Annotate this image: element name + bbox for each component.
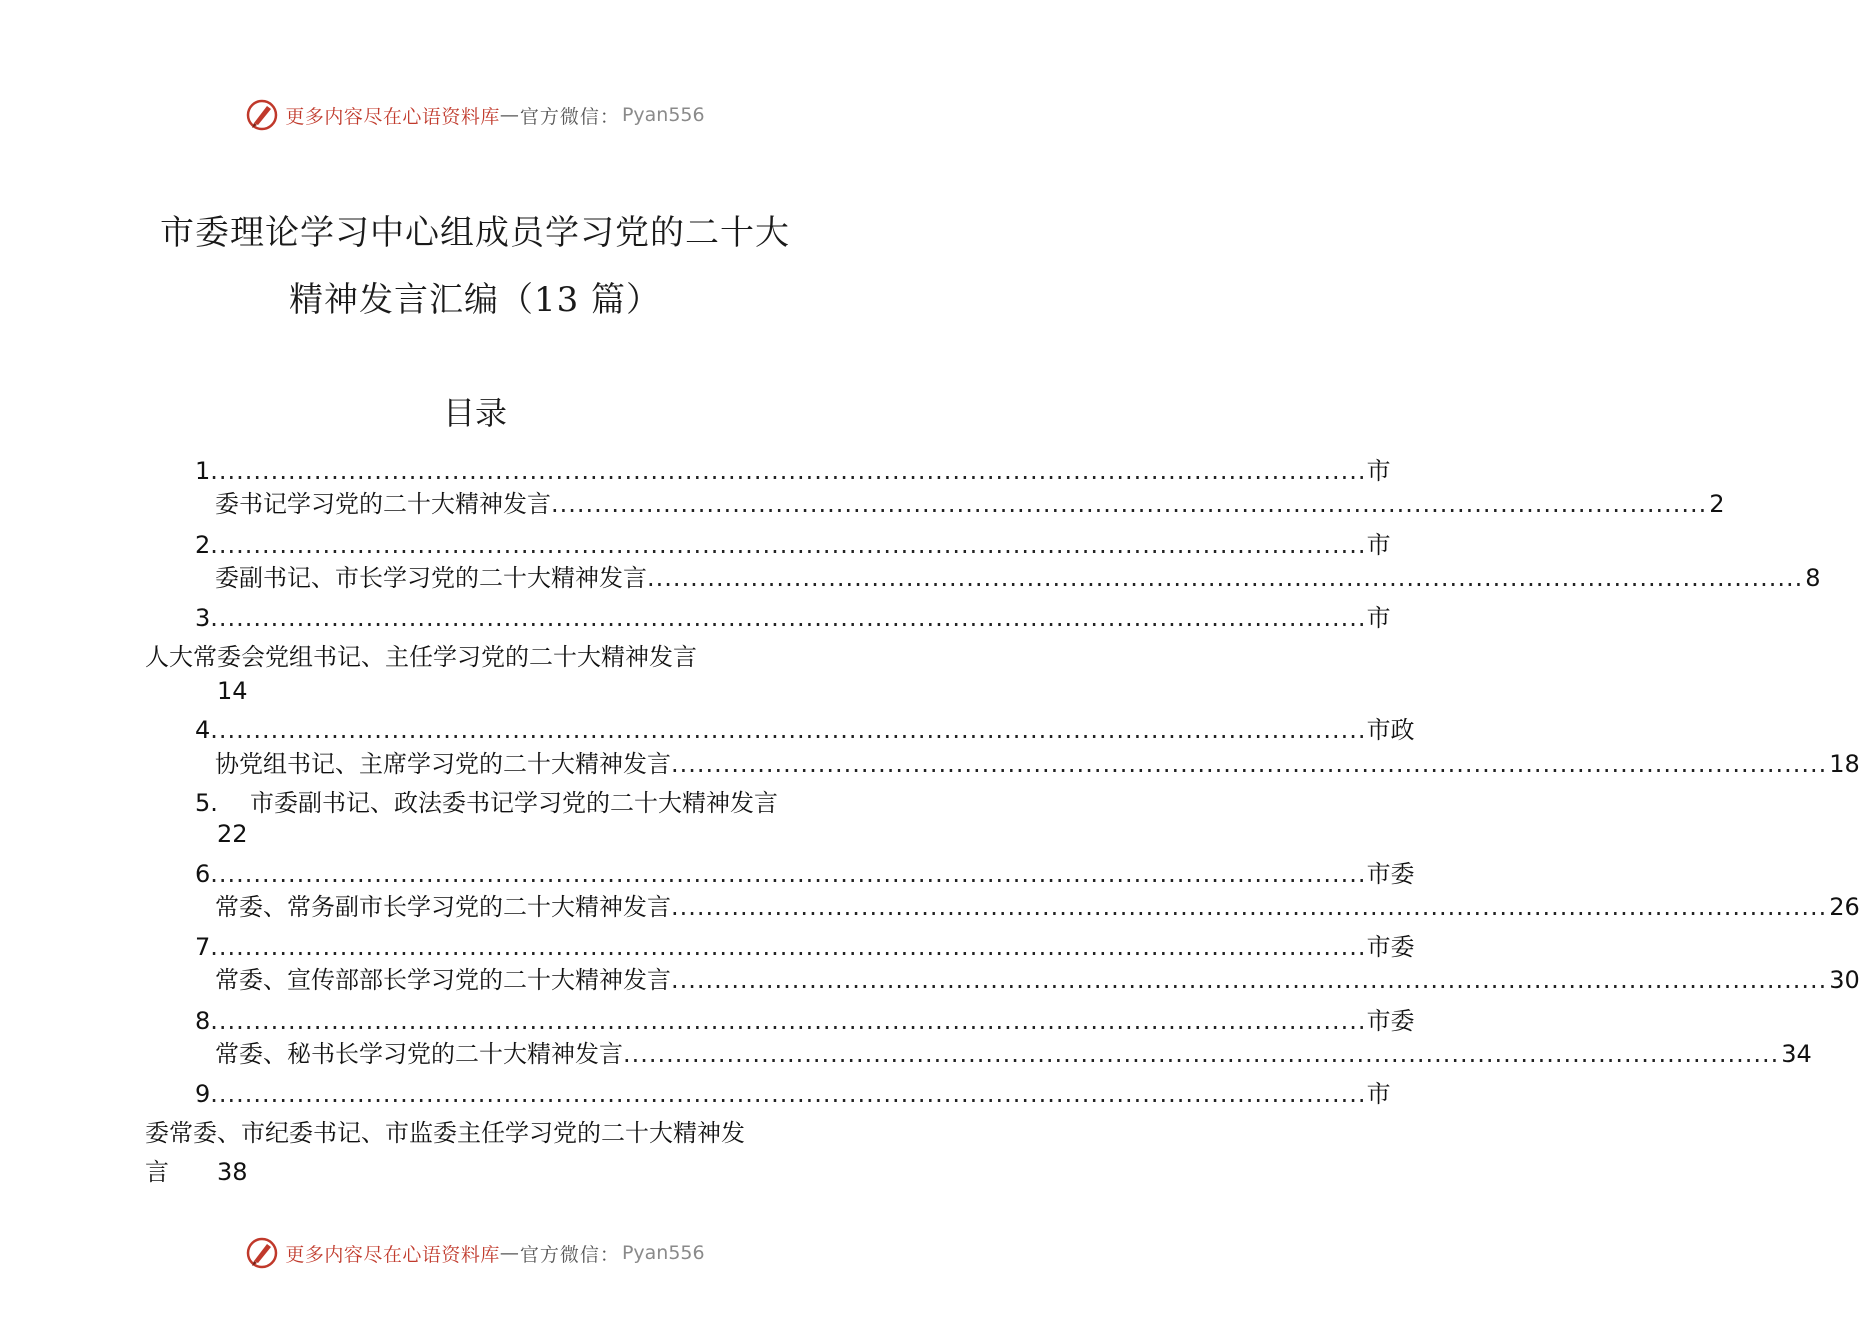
toc-entry-2-line-2[interactable]: [215, 563, 1821, 593]
watermark-wechat-id: Pyan556: [621, 1242, 705, 1264]
toc-leader-dots: ......................................................................................................................................: [210, 933, 1367, 961]
toc-entry-4-line-2[interactable]: [215, 749, 1860, 779]
pen-logo-icon: [245, 1236, 279, 1270]
toc-entry-text: 委书记学习党的二十大精神发言: [215, 490, 551, 518]
toc-entry-text: 市: [1366, 531, 1391, 559]
watermark-site: 更多内容尽在心语资料库: [285, 1243, 500, 1266]
toc-entry-number: 5.: [195, 789, 218, 817]
toc-entry-text: 委常委、市纪委书记、市监委主任学习党的二十大精神发: [145, 1119, 745, 1147]
watermark-banner-bottom: [0, 1233, 950, 1273]
toc-leader-dots: ......................................................................................................................................: [210, 860, 1367, 888]
toc-leader-dots: ......................................................................................................................................: [210, 457, 1367, 485]
toc-entry-text: 人大常委会党组书记、主任学习党的二十大精神发言: [145, 643, 697, 671]
toc-entry-number: 2: [195, 531, 211, 559]
toc-entry-5-line-2[interactable]: [215, 819, 315, 849]
toc-page-number: 30: [1829, 966, 1860, 994]
toc-entry-8-line-1[interactable]: [195, 1006, 1415, 1036]
toc-entry-3-line-2[interactable]: [145, 642, 785, 672]
toc-entry-7-line-2[interactable]: [215, 965, 1860, 995]
toc-entry-3-line-3[interactable]: [215, 676, 315, 706]
toc-entry-number: 8: [195, 1007, 211, 1035]
toc-entry-text: 言: [145, 1158, 169, 1186]
watermark-banner-top: [0, 95, 950, 135]
toc-leader-dots: ......................................................................................................................................: [647, 564, 1804, 592]
toc-entry-2-line-1[interactable]: [195, 530, 1391, 560]
toc-entry-1-line-1[interactable]: [195, 456, 1391, 486]
toc-entry-number: 7: [195, 933, 211, 961]
toc-entry-text: 市: [1366, 604, 1391, 632]
toc-page-number: 22: [217, 820, 248, 848]
toc-entry-number: 1: [195, 457, 211, 485]
toc-entry-text: 协党组书记、主席学习党的二十大精神发言: [215, 750, 671, 778]
toc-leader-dots: ......................................................................................................................................: [671, 893, 1828, 921]
toc-entry-number: 6: [195, 860, 211, 888]
toc-entry-number: 3: [195, 604, 211, 632]
toc-entry-text: 常委、宣传部部长学习党的二十大精神发言: [215, 966, 671, 994]
toc-entry-6-line-2[interactable]: [215, 892, 1860, 922]
toc-entry-text: 市: [1366, 1080, 1391, 1108]
toc-leader-dots: ......................................................................................................................................: [210, 1080, 1367, 1108]
toc-entry-text: 市: [1366, 457, 1391, 485]
toc-entry-9-line-3[interactable]: [145, 1157, 345, 1187]
toc-entry-text: 市委: [1366, 1007, 1415, 1035]
toc-entry-5-line-1[interactable]: [195, 788, 825, 818]
toc-leader-dots: ......................................................................................................................................: [671, 750, 1828, 778]
toc-leader-dots: ......................................................................................................................................: [623, 1040, 1780, 1068]
toc-page-number: 38: [217, 1158, 248, 1186]
watermark-wechat-label: 官方微信：: [519, 105, 620, 128]
toc-entry-text: 市委: [1366, 860, 1415, 888]
document-title-line1: 市委理论学习中心组成员学习党的二十大: [160, 213, 790, 253]
toc-entry-4-line-1[interactable]: [195, 715, 1415, 745]
toc-entry-8-line-2[interactable]: [215, 1039, 1812, 1069]
toc-entry-9-line-2[interactable]: [145, 1118, 805, 1148]
pen-logo-icon: [245, 98, 279, 132]
toc-leader-dots: ......................................................................................................................................: [210, 716, 1367, 744]
watermark-dash: —: [499, 104, 520, 126]
toc-page-number: 18: [1829, 750, 1860, 778]
toc-page-number: 34: [1781, 1040, 1812, 1068]
watermark-wechat-label: 官方微信：: [519, 1243, 620, 1266]
toc-entry-1-line-2[interactable]: [215, 489, 1725, 519]
toc-entry-text: 市政: [1366, 716, 1415, 744]
toc-entry-3-line-1[interactable]: [195, 603, 1391, 633]
toc-entry-7-line-1[interactable]: [195, 932, 1415, 962]
document-title-line2: 精神发言汇编（13 篇）: [288, 280, 662, 320]
watermark-dash: —: [499, 1242, 520, 1264]
toc-leader-dots: ......................................................................................................................................: [210, 604, 1367, 632]
toc-entry-text: 市委副书记、政法委书记学习党的二十大精神发言: [250, 789, 778, 817]
toc-entry-number: 4: [195, 716, 211, 744]
toc-page-number: 26: [1829, 893, 1860, 921]
toc-heading: 目录: [442, 394, 507, 432]
toc-leader-dots: ......................................................................................................................................: [210, 1007, 1367, 1035]
toc-entry-text: 委副书记、市长学习党的二十大精神发言: [215, 564, 647, 592]
toc-entry-6-line-1[interactable]: [195, 859, 1415, 889]
watermark-wechat-id: Pyan556: [621, 104, 705, 126]
toc-leader-dots: ......................................................................................................................................: [671, 966, 1828, 994]
toc-page-number: 8: [1805, 564, 1821, 592]
toc-entry-text: 市委: [1366, 933, 1415, 961]
toc-entry-number: 9: [195, 1080, 211, 1108]
toc-page-number: 14: [217, 677, 248, 705]
watermark-site: 更多内容尽在心语资料库: [285, 105, 500, 128]
toc-entry-text: 常委、秘书长学习党的二十大精神发言: [215, 1040, 623, 1068]
toc-leader-dots: ......................................................................................................................................: [210, 531, 1367, 559]
toc-entry-text: 常委、常务副市长学习党的二十大精神发言: [215, 893, 671, 921]
toc-page-number: 2: [1709, 490, 1725, 518]
toc-leader-dots: ......................................................................................................................................: [551, 490, 1708, 518]
toc-entry-9-line-1[interactable]: [195, 1079, 1391, 1109]
